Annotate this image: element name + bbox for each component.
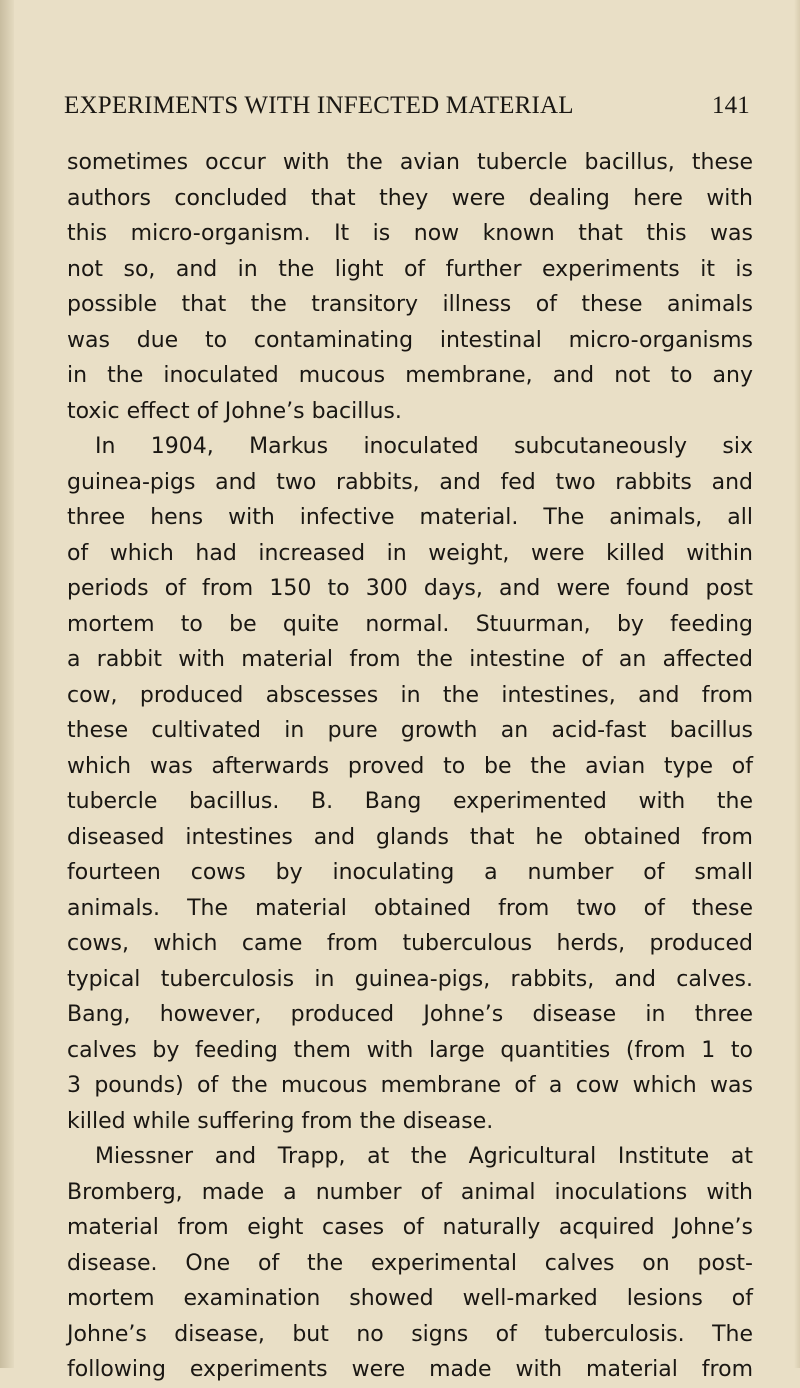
text-line: material from eight cases of naturally acquired Johne’s xyxy=(67,1215,753,1240)
page-edge-shadow xyxy=(0,0,14,1368)
text-line: killed while suffering from the disease. xyxy=(67,1108,494,1134)
text-line: mortem examination showed well-marked lesions of xyxy=(67,1286,753,1311)
text-line: Johne’s disease, but no signs of tuberculosis. The xyxy=(67,1321,753,1347)
text-line: sometimes occur with the avian tubercle bacillus, these xyxy=(67,150,753,175)
text-line: disease. One of the experimental calves on post- xyxy=(67,1250,753,1276)
text-line: Bromberg, made a number of animal inoculations with xyxy=(67,1179,753,1205)
text-line: possible that the transitory illness of these animals xyxy=(67,292,753,317)
text-line: calves by feeding them with large quantities (from 1 to xyxy=(67,1037,753,1063)
text-line: Miessner and Trapp, at the Agricultural Institute at xyxy=(95,1144,753,1169)
text-line: typical tuberculosis in guinea-pigs, rabbits, and calves. xyxy=(67,966,753,992)
text-line: periods of from 150 to 300 days, and were found post xyxy=(67,576,753,601)
text-line: In 1904, Markus inoculated subcutaneously six xyxy=(95,434,753,459)
text-line: a rabbit with material from the intestine of an affected xyxy=(67,647,753,672)
text-line: which was afterwards proved to be the avian type of xyxy=(67,753,753,779)
text-line: 3 pounds) of the mucous membrane of a cow which was xyxy=(67,1073,753,1098)
text-line: was due to contaminating intestinal micro-organisms xyxy=(67,327,753,353)
text-line: toxic effect of Johne’s bacillus. xyxy=(67,398,402,424)
running-header-title: EXPERIMENTS WITH INFECTED MATERIAL xyxy=(64,92,574,119)
text-line: this micro-organism. It is now known that this was xyxy=(67,221,753,246)
text-line: authors concluded that they were dealing here with xyxy=(67,185,753,211)
page-number: 141 xyxy=(711,92,750,119)
text-line: animals. The material obtained from two of these xyxy=(67,895,753,921)
text-line: fourteen cows by inoculating a number of small xyxy=(67,860,753,885)
text-line: cows, which came from tuberculous herds, produced xyxy=(67,931,753,956)
text-line: three hens with infective material. The animals, all xyxy=(67,505,753,530)
text-line: mortem to be quite normal. Stuurman, by feeding xyxy=(67,611,753,637)
text-line: these cultivated in pure growth an acid-fast bacillus xyxy=(67,718,753,743)
text-line: of which had increased in weight, were killed within xyxy=(67,540,753,566)
text-line: diseased intestines and glands that he obtained from xyxy=(67,824,753,850)
text-line: following experiments were made with material from xyxy=(67,1357,753,1382)
text-line: tubercle bacillus. B. Bang experimented with the xyxy=(67,789,753,814)
page-edge-right xyxy=(794,0,800,1368)
body-text xyxy=(67,145,753,1388)
text-line: guinea-pigs and two rabbits, and fed two rabbits and xyxy=(67,469,753,495)
text-line: not so, and in the light of further experiments it is xyxy=(67,256,753,282)
text-line: in the inoculated mucous membrane, and not to any xyxy=(67,363,753,388)
text-line: cow, produced abscesses in the intestines, and from xyxy=(67,682,753,708)
text-line: Bang, however, produced Johne’s disease in three xyxy=(67,1002,753,1027)
